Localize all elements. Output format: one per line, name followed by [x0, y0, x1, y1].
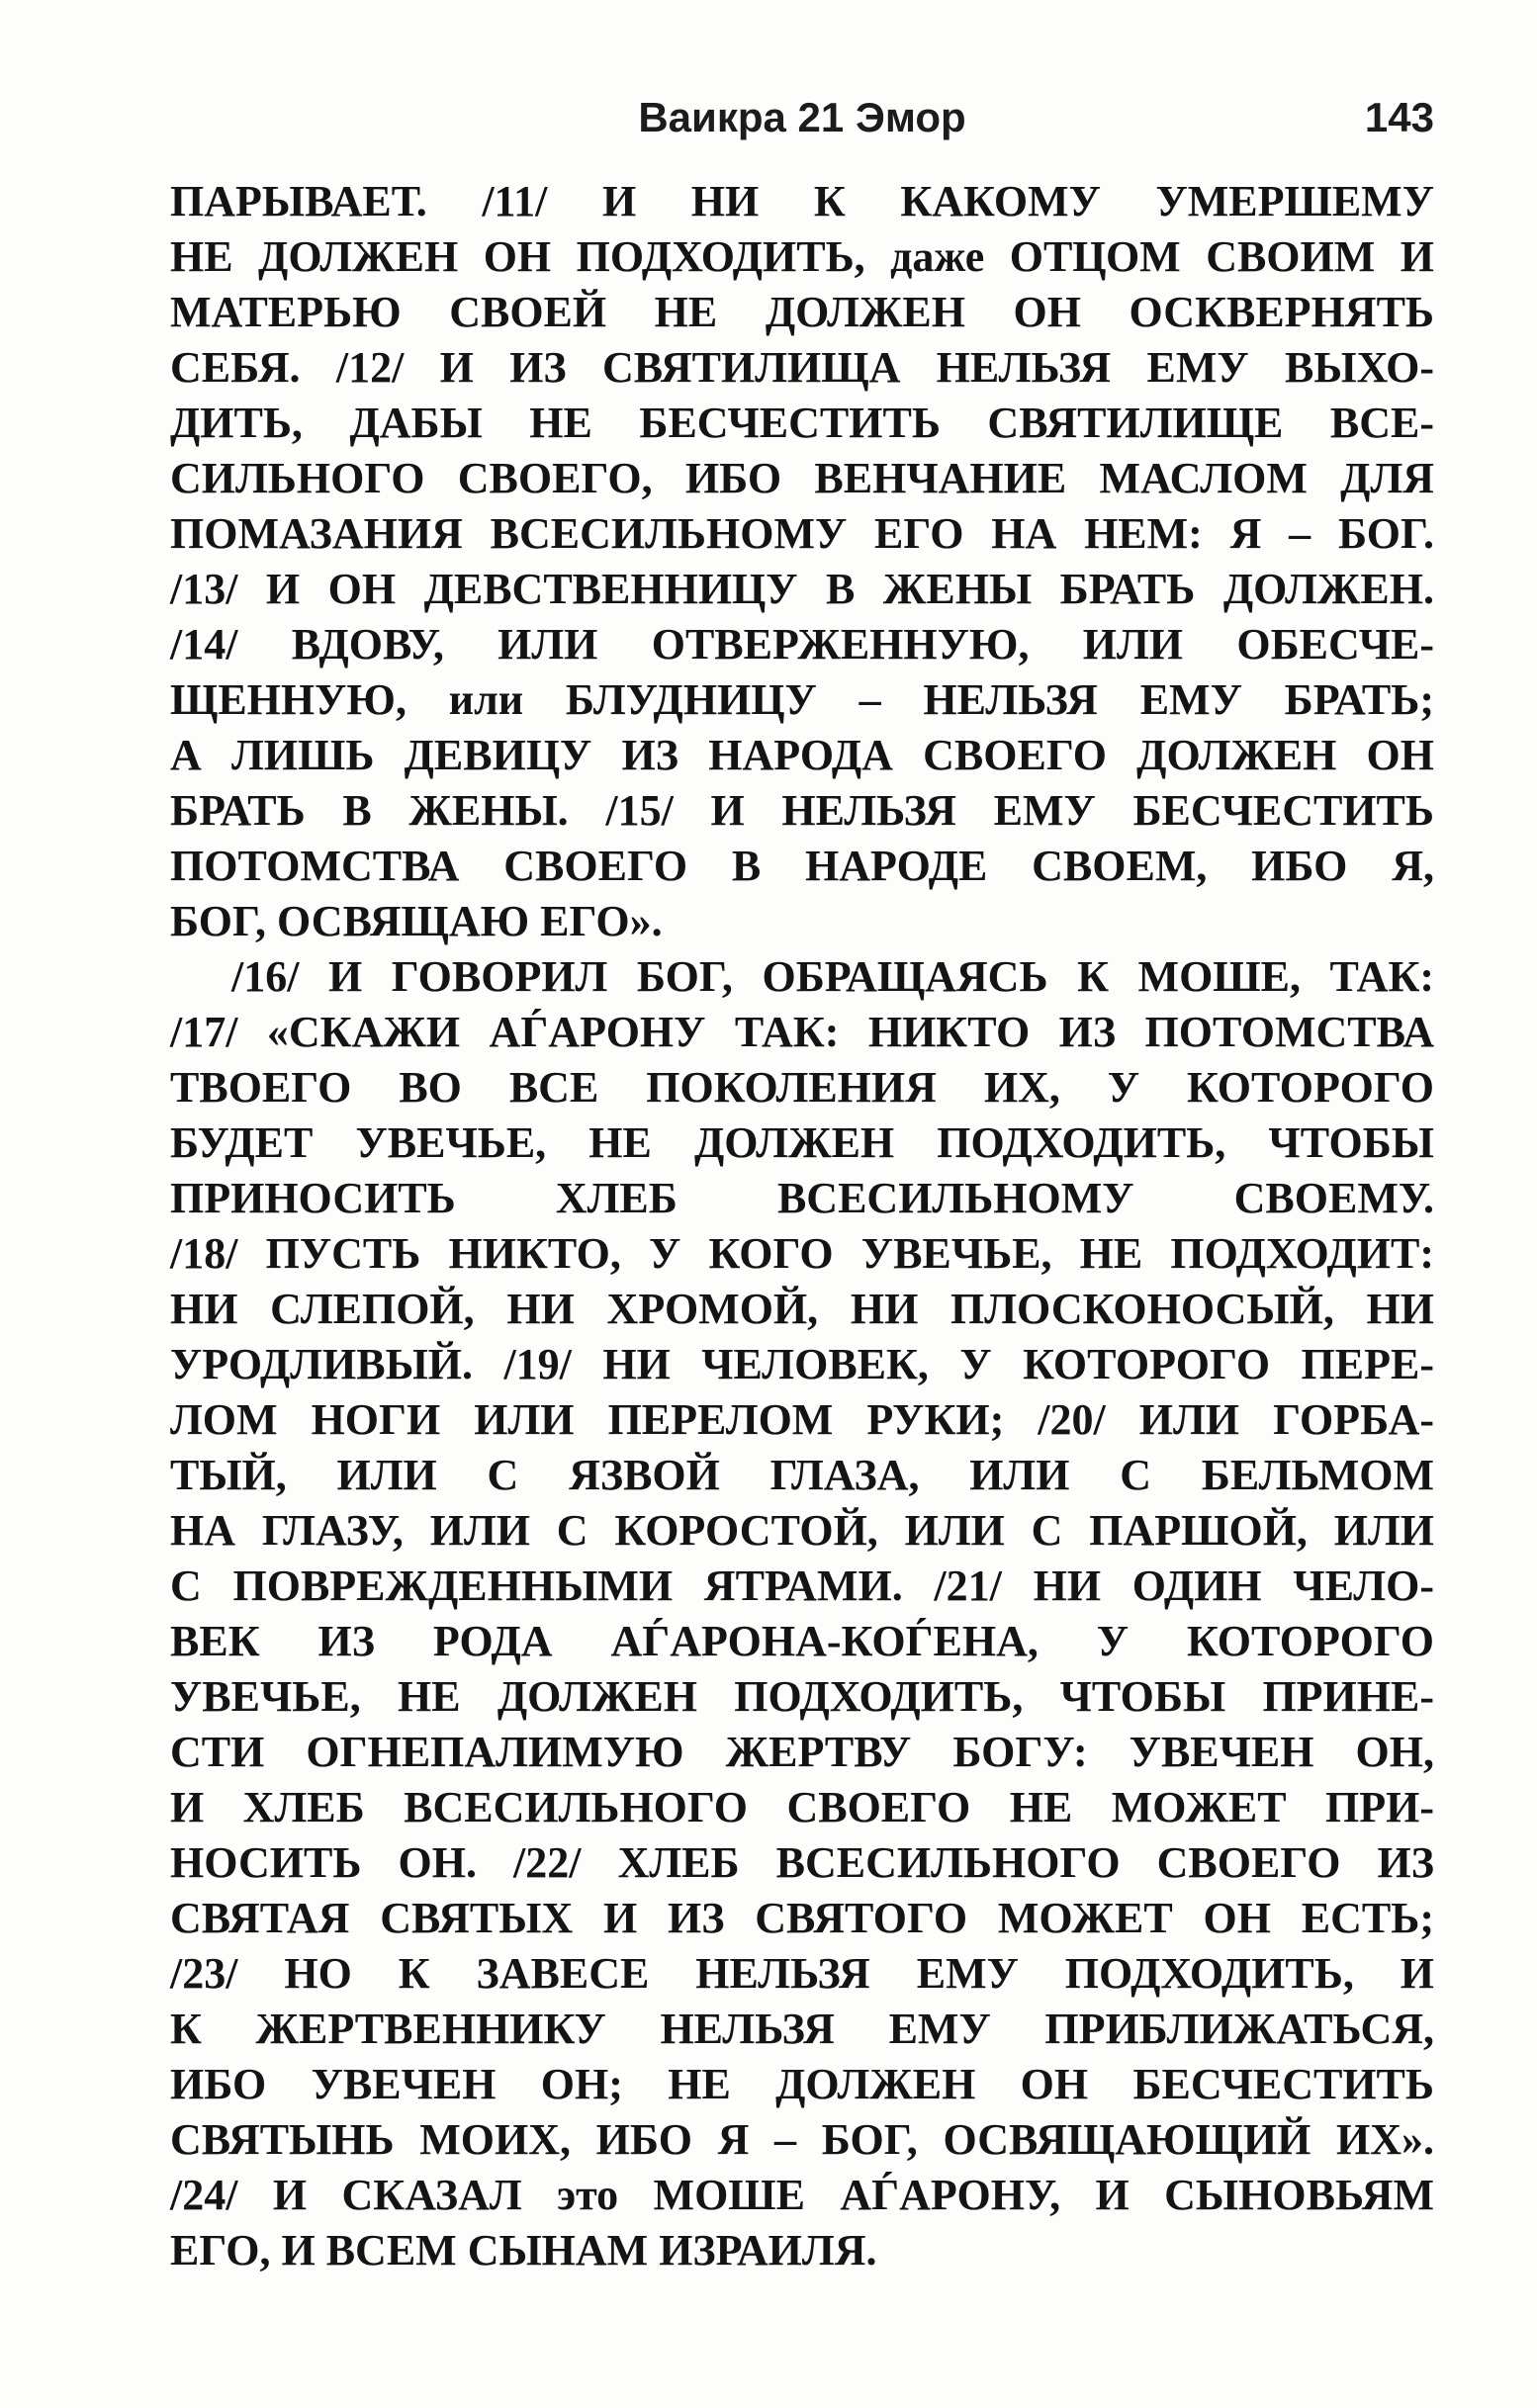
text-line: МАТЕРЬЮ СВОЕЙ НЕ ДОЛЖЕН ОН ОСКВЕРНЯТЬ — [170, 288, 1434, 336]
text-line: БОГ, ОСВЯЩАЮ ЕГО». — [170, 897, 663, 945]
text-line: ДИТЬ, ДАБЫ НЕ БЕСЧЕСТИТЬ СВЯТИЛИЩЕ ВСЕ- — [170, 399, 1434, 447]
text-line: ЕГО, И ВСЕМ СЫНАМ ИЗРАИЛЯ. — [170, 2226, 877, 2274]
text-line: ТЫЙ, ИЛИ С ЯЗВОЙ ГЛАЗА, ИЛИ С БЕЛЬМОМ — [170, 1451, 1434, 1499]
text-line: НА ГЛАЗУ, ИЛИ С КОРОСТОЙ, ИЛИ С ПАРШОЙ, ИЛИ — [170, 1506, 1434, 1555]
text-line: А ЛИШЬ ДЕВИЦУ ИЗ НАРОДА СВОЕГО ДОЛЖЕН ОН — [170, 731, 1434, 779]
text-line: СЕБЯ. /12/ И ИЗ СВЯТИЛИЩА НЕЛЬЗЯ ЕМУ ВЫХО- — [170, 343, 1434, 392]
text-line: /17/ «СКАЖИ АЃАРОНУ ТАК: НИКТО ИЗ ПОТОМСТВА — [170, 1008, 1434, 1056]
text-line: УРОДЛИВЫЙ. /19/ НИ ЧЕЛОВЕК, У КОТОРОГО ПЕРЕ- — [170, 1340, 1434, 1388]
text-line: СВЯТЫНЬ МОИХ, ИБО Я – БОГ, ОСВЯЩАЮЩИЙ ИХ». — [170, 2115, 1434, 2164]
text-line: ВЕК ИЗ РОДА АЃАРОНА-КОЃЕНА, У КОТОРОГО — [170, 1617, 1434, 1665]
text-line: СТИ ОГНЕПАЛИМУЮ ЖЕРТВУ БОГУ: УВЕЧЕН ОН, — [170, 1728, 1434, 1776]
text-line: СИЛЬНОГО СВОЕГО, ИБО ВЕНЧАНИЕ МАСЛОМ ДЛЯ — [170, 454, 1434, 502]
text-line: НИ СЛЕПОЙ, НИ ХРОМОЙ, НИ ПЛОСКОНОСЫЙ, НИ — [170, 1285, 1434, 1333]
body-text-block — [170, 174, 1434, 2278]
text-line: ИБО УВЕЧЕН ОН; НЕ ДОЛЖЕН ОН БЕСЧЕСТИТЬ — [170, 2060, 1434, 2108]
text-line: БУДЕТ УВЕЧЬЕ, НЕ ДОЛЖЕН ПОДХОДИТЬ, ЧТОБЫ — [170, 1118, 1434, 1167]
text-line: К ЖЕРТВЕННИКУ НЕЛЬЗЯ ЕМУ ПРИБЛИЖАТЬСЯ, — [170, 2005, 1434, 2053]
text-line: /24/ И СКАЗАЛ это МОШЕ АЃАРОНУ, И СЫНОВЬЯМ — [170, 2171, 1434, 2219]
text-line: И ХЛЕБ ВСЕСИЛЬНОГО СВОЕГО НЕ МОЖЕТ ПРИ- — [170, 1783, 1434, 1831]
text-line: /13/ И ОН ДЕВСТВЕННИЦУ В ЖЕНЫ БРАТЬ ДОЛЖЕН. — [170, 565, 1434, 613]
text-line: НОСИТЬ ОН. /22/ ХЛЕБ ВСЕСИЛЬНОГО СВОЕГО ИЗ — [170, 1838, 1434, 1887]
page-header — [170, 91, 1434, 144]
text-line: СВЯТАЯ СВЯТЫХ И ИЗ СВЯТОГО МОЖЕТ ОН ЕСТЬ; — [170, 1894, 1434, 1942]
text-line: УВЕЧЬЕ, НЕ ДОЛЖЕН ПОДХОДИТЬ, ЧТОБЫ ПРИНЕ- — [170, 1672, 1434, 1721]
text-line: ЩЕННУЮ, или БЛУДНИЦУ – НЕЛЬЗЯ ЕМУ БРАТЬ; — [170, 675, 1434, 724]
text-line: /18/ ПУСТЬ НИКТО, У КОГО УВЕЧЬЕ, НЕ ПОДХОДИТ: — [170, 1229, 1434, 1278]
text-line: /14/ ВДОВУ, ИЛИ ОТВЕРЖЕННУЮ, ИЛИ ОБЕСЧЕ- — [170, 620, 1434, 669]
page-header-title: Ваикра 21 Эмор — [638, 94, 966, 140]
text-line: С ПОВРЕЖДЕННЫМИ ЯТРАМИ. /21/ НИ ОДИН ЧЕЛО- — [170, 1561, 1434, 1610]
text-line: ПАРЫВАЕТ. /11/ И НИ К КАКОМУ УМЕРШЕМУ — [170, 177, 1434, 225]
text-line: ЛОМ НОГИ ИЛИ ПЕРЕЛОМ РУКИ; /20/ ИЛИ ГОРБА- — [170, 1395, 1434, 1444]
text-line: НЕ ДОЛЖЕН ОН ПОДХОДИТЬ, даже ОТЦОМ СВОИМ И — [170, 232, 1434, 281]
text-line: ПОМАЗАНИЯ ВСЕСИЛЬНОМУ ЕГО НА НЕМ: Я – БОГ. — [170, 509, 1434, 558]
text-line: /23/ НО К ЗАВЕСЕ НЕЛЬЗЯ ЕМУ ПОДХОДИТЬ, И — [170, 1949, 1434, 1998]
text-line: ПРИНОСИТЬ ХЛЕБ ВСЕСИЛЬНОМУ СВОЕМУ. — [170, 1174, 1434, 1222]
text-line: /16/ И ГОВОРИЛ БОГ, ОБРАЩАЯСЬ К МОШЕ, ТАК: — [231, 952, 1434, 1001]
text-line: ПОТОМСТВА СВОЕГО В НАРОДЕ СВОЕМ, ИБО Я, — [170, 842, 1434, 890]
text-line: ТВОЕГО ВО ВСЕ ПОКОЛЕНИЯ ИХ, У КОТОРОГО — [170, 1063, 1434, 1112]
page-number: 143 — [1364, 94, 1434, 140]
text-line: БРАТЬ В ЖЕНЫ. /15/ И НЕЛЬЗЯ ЕМУ БЕСЧЕСТИТЬ — [170, 786, 1434, 835]
